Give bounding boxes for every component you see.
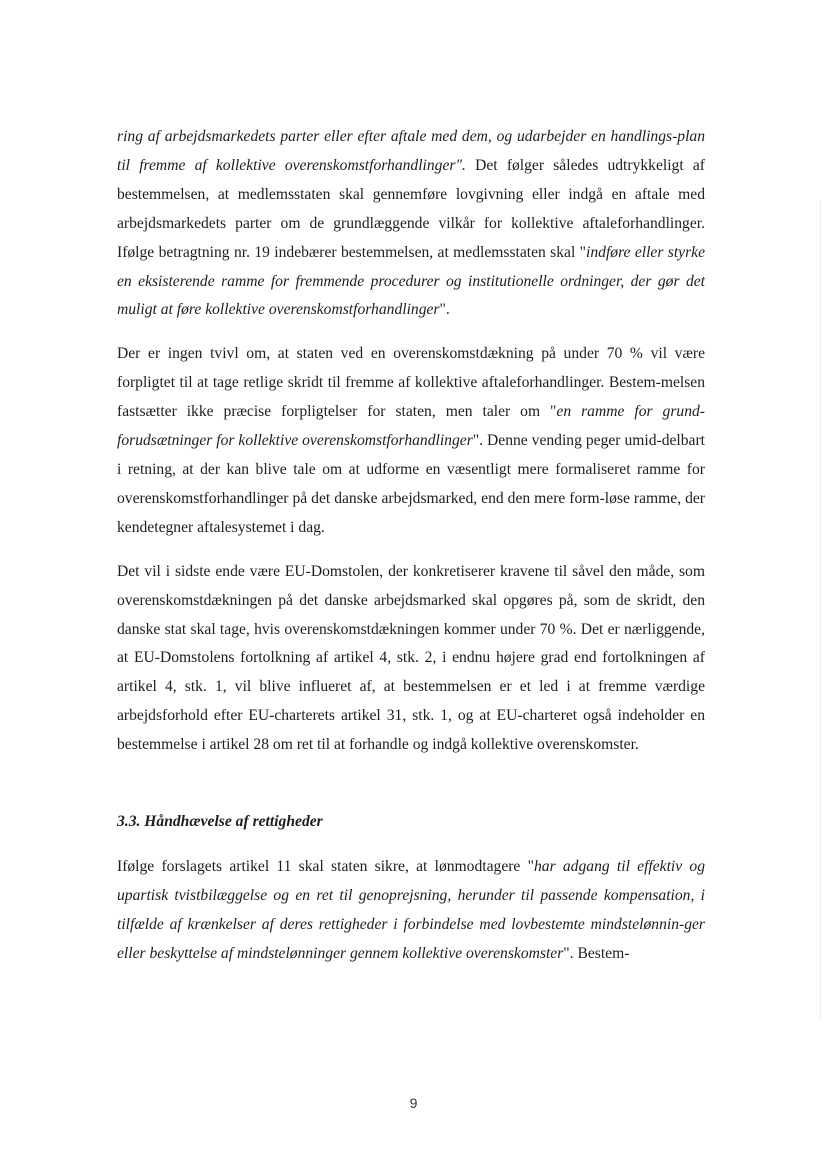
- section-heading: 3.3. Håndhævelse af rettigheder: [117, 813, 323, 831]
- paragraph-1: [117, 123, 705, 325]
- paragraph-4-seg-3: ". Bestem-: [563, 944, 630, 962]
- scan-edge-line: [820, 200, 821, 1020]
- paragraph-3: [117, 558, 705, 760]
- paragraph-1-seg-4: ".: [439, 301, 450, 319]
- paragraph-1-seg-3: indføre eller styrke en eksisterende ramme for fremmende procedurer og institutionelle ordninger, der gør det muligt at føre kollektive overenskomstforhandlinger: [117, 243, 705, 319]
- paragraph-2-seg-1: Der er ingen tvivl om, at staten ved en overenskomstdækning på under 70 % vil være forpligtet til at tage retlige skridt til fremme af kollektive aftaleforhandlinger. Bestem-melsen fastsætter ikke præcise forpligtelser for staten, men taler om ": [117, 345, 705, 421]
- paragraph-4-seg-2: har adgang til effektiv og upartisk tvistbilæggelse og en ret til genoprejsning, herunder til passende kompensation, i tilfælde af krænkelser af deres rettigheder i forbindelse med lovbestemte mindstelønnin-ger eller beskyttelse af mindstelønninger gennem kollektive overenskomster: [117, 857, 705, 962]
- paragraph-2-seg-2: en ramme for grund-forudsætninger for kollektive overenskomstforhandlinger: [117, 403, 705, 450]
- paragraph-3-seg-1: Det vil i sidste ende være EU-Domstolen, der konkretiserer kravene til såvel den måde, som overenskomstdækningen på det danske arbejdsmarked skal opgøres på, som de skridt, den danske stat skal tage, hvis overenskomstdækningen kommer under 70 %. Det er nærliggende, at EU-Domstolens fortolkning af artikel 4, stk. 2, i endnu højere grad end fortolkningen af artikel 4, stk. 1, vil blive influeret af, at bestemmelsen er et led i at fremme værdige arbejdsforhold efter EU-charterets artikel 31, stk. 1, og at EU-charteret også indeholder en bestemmelse i artikel 28 om ret til at forhandle og indgå kollektive overenskomster.: [117, 562, 705, 754]
- page-number: 9: [409, 1095, 418, 1111]
- paragraph-4-seg-1: Ifølge forslagets artikel 11 skal staten sikre, at lønmodtagere ": [117, 857, 534, 875]
- page-body: [117, 123, 705, 984]
- paragraph-4: [117, 853, 705, 969]
- paragraph-1-seg-2: Det følger således udtrykkeligt af bestemmelsen, at medlemsstaten skal gennemføre lovgivning eller indgå en aftale med arbejdsmarkedets parter om de grundlæggende vilkår for kollektive aftaleforhandlinger. Ifølge betragtning nr. 19 indebærer bestemmelsen, at medlemsstaten skal ": [117, 156, 705, 261]
- paragraph-2: [117, 340, 705, 542]
- paragraph-1-seg-1: ring af arbejdsmarkedets parter eller efter aftale med dem, og udarbejder en handlings-plan til fremme af kollektive overenskomstforhandlinger".: [117, 128, 705, 174]
- paragraph-2-seg-3: ". Denne vending peger umid-delbart i retning, at der kan blive tale om at udforme en væsentligt mere formaliseret ramme for overenskomstforhandlinger på det danske arbejdsmarked, end den mere form-løse ramme, der kendetegner aftalesystemet i dag.: [117, 432, 705, 536]
